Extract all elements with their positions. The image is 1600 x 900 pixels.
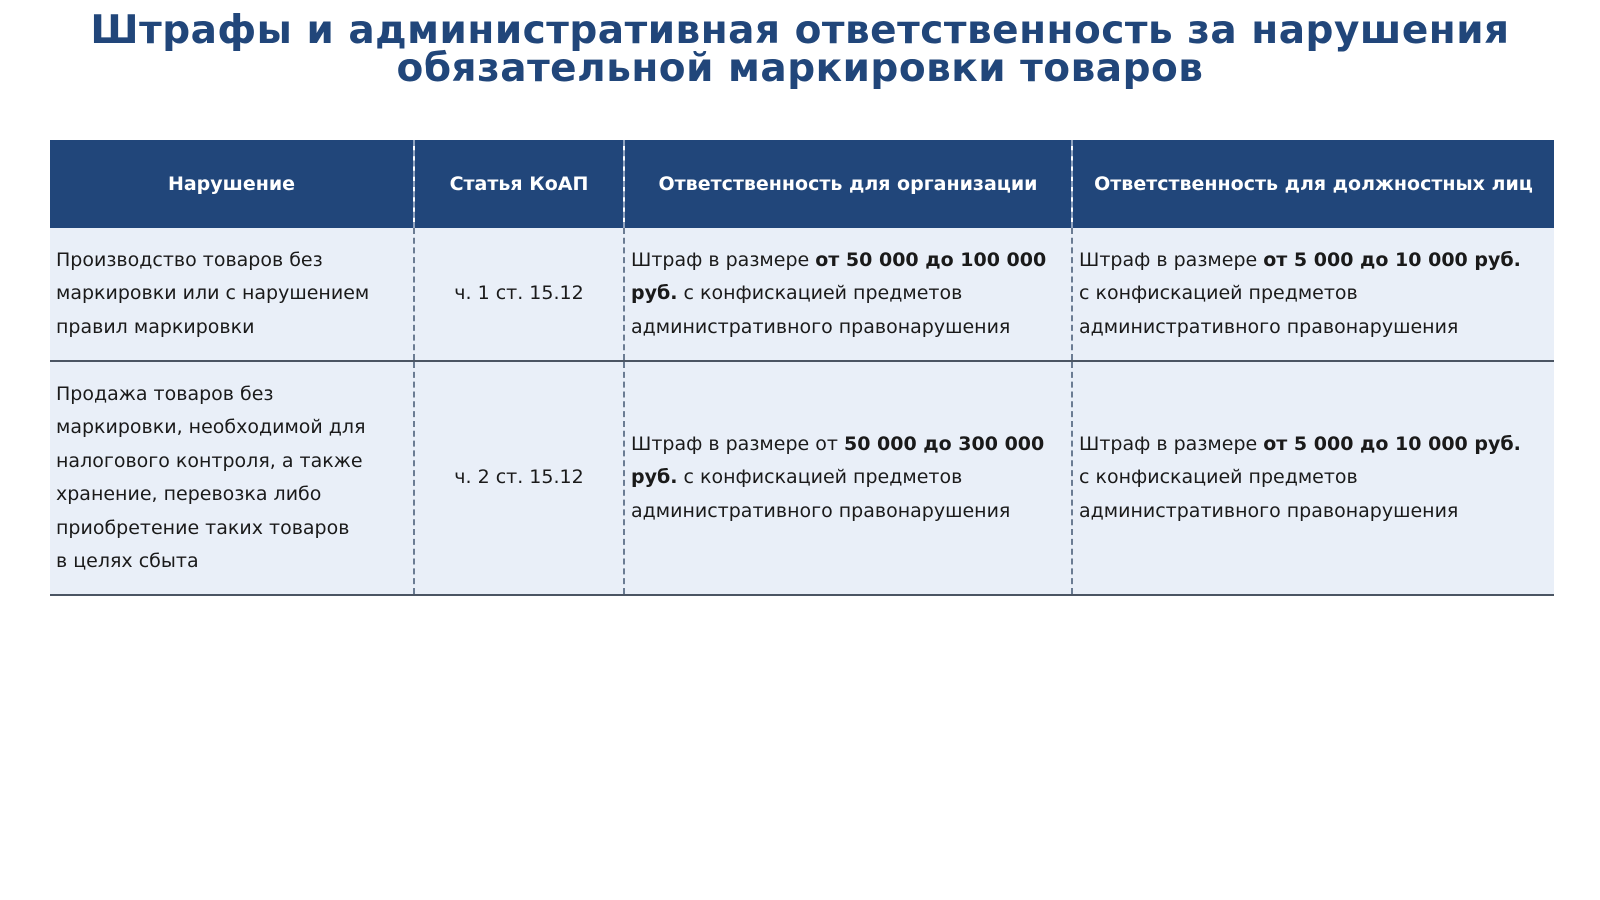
violation-text-line: в целях сбыта — [56, 550, 199, 572]
fine-suffix: с конфискацией предметов — [677, 466, 963, 489]
official-liability-line: с конфискацией предметов — [1079, 282, 1358, 305]
violation-text-line: маркировки, необходимой для — [56, 416, 366, 438]
violation-text-line: правил маркировки — [56, 315, 255, 338]
fine-prefix: Штраф в размере от — [631, 432, 844, 455]
official-liability-line — [1079, 244, 1548, 278]
official-liability-cell — [1072, 361, 1554, 595]
violation-text-line: Продажа товаров без — [56, 382, 274, 405]
fine-prefix: Штраф в размере — [631, 248, 816, 271]
penalties-table-container — [50, 140, 1554, 596]
header-official-liability: Ответственность для должностных лиц — [1072, 140, 1554, 228]
article-cell: ч. 1 ст. 15.12 — [414, 228, 624, 361]
fine-suffix: с конфискацией предметов — [677, 282, 963, 305]
header-violation: Нарушение — [50, 140, 414, 228]
violation-text-line: хранение, перевозка либо — [56, 483, 322, 505]
header-article: Статья КоАП — [414, 140, 624, 228]
violation-text-line: приобретение таких товаров — [56, 516, 350, 539]
official-liability-line: административного правонарушения — [1079, 315, 1459, 338]
page-title-line-1: Штрафы и административная ответственность за нарушения — [90, 8, 1510, 53]
official-liability-line — [1079, 428, 1548, 462]
header-org-liability: Ответственность для организации — [624, 140, 1072, 228]
fine-prefix: Штраф в размере — [1079, 248, 1264, 271]
table-row — [50, 361, 1554, 595]
violation-cell — [50, 361, 414, 595]
penalties-table — [50, 140, 1554, 596]
fine-amount: от 5 000 до 10 000 руб. — [1263, 248, 1521, 271]
org-liability-cell — [624, 228, 1072, 361]
org-liability-line — [631, 277, 1065, 311]
org-liability-line: административного правонарушения — [631, 499, 1011, 522]
official-liability-line: административного правонарушения — [1079, 499, 1459, 522]
org-liability-line — [631, 244, 1065, 278]
org-liability-line — [631, 428, 1065, 462]
org-liability-line — [631, 461, 1065, 495]
article-cell: ч. 2 ст. 15.12 — [414, 361, 624, 595]
org-liability-line: административного правонарушения — [631, 315, 1011, 338]
fine-amount: 50 000 до 300 000 — [843, 432, 1045, 455]
violation-text-line: Производство товаров без — [56, 248, 323, 271]
page-title-line-2: обязательной маркировки товаров — [396, 46, 1204, 91]
org-liability-cell — [624, 361, 1072, 595]
table-header-row — [50, 140, 1554, 228]
fine-currency: руб. — [631, 282, 678, 305]
official-liability-cell — [1072, 228, 1554, 361]
official-liability-line: с конфискацией предметов — [1079, 466, 1358, 489]
violation-cell — [50, 228, 414, 361]
violation-text-line: маркировки или с нарушением — [56, 282, 370, 305]
fine-currency: руб. — [631, 466, 678, 489]
table-row — [50, 228, 1554, 361]
page-title — [0, 8, 1600, 91]
fine-amount: от 50 000 до 100 000 — [815, 248, 1047, 271]
fine-prefix: Штраф в размере — [1079, 432, 1264, 455]
violation-text-line: налогового контроля, а также — [56, 449, 363, 472]
fine-amount: от 5 000 до 10 000 руб. — [1263, 432, 1521, 455]
